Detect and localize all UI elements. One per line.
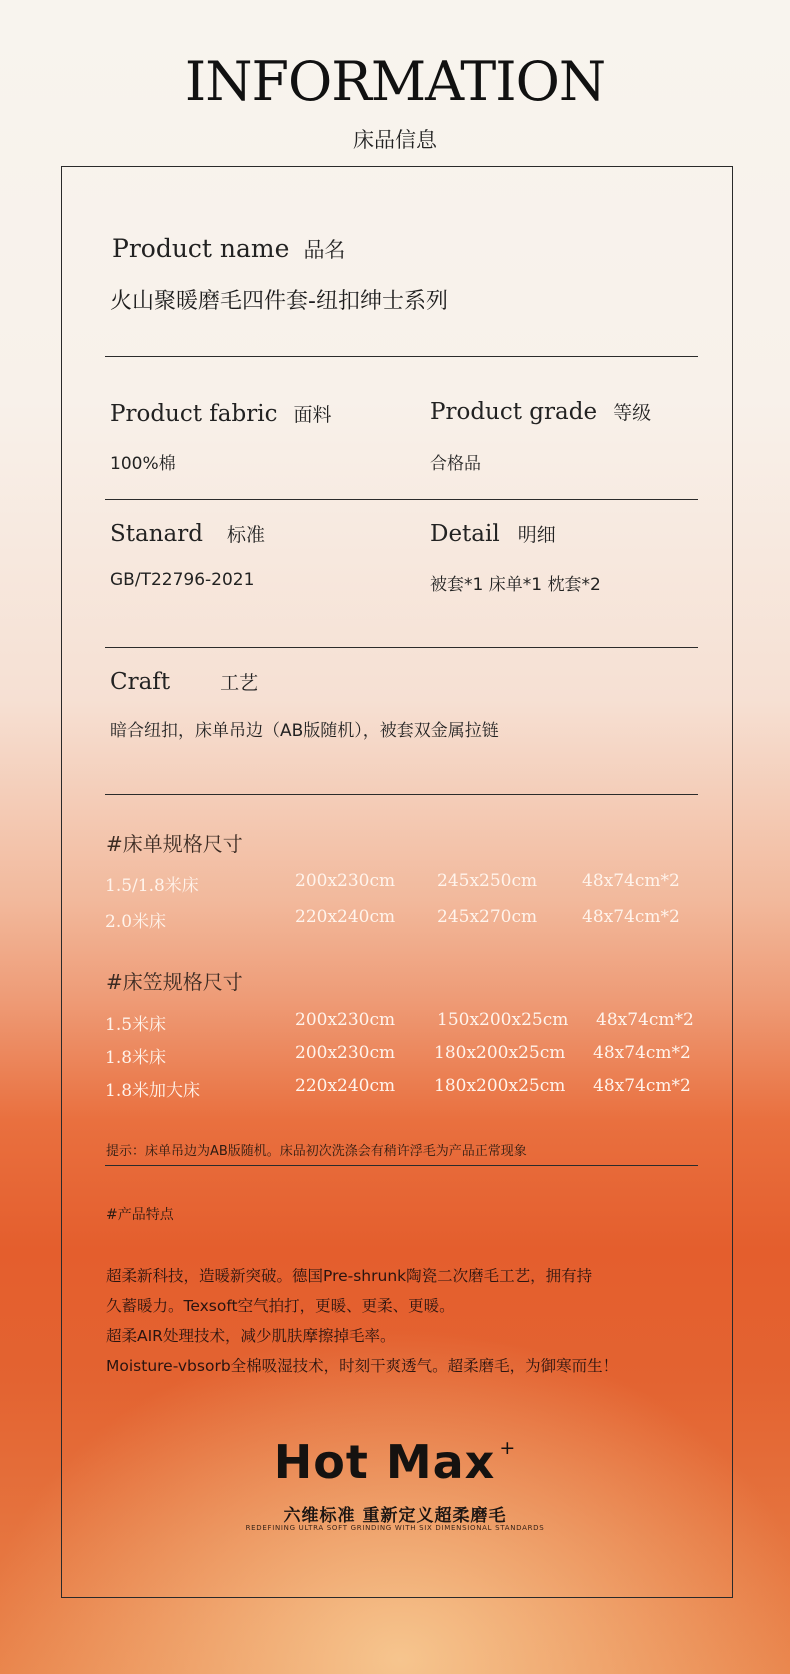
brand-slogan-en: REDEFINING ULTRA SOFT GRINDING WITH SIX DIMENSIONAL STANDARDS bbox=[245, 1524, 545, 1532]
sheet-spec-cell: 2.0米床 bbox=[105, 912, 167, 932]
fitted-spec-cell: 200x230cm bbox=[295, 1043, 396, 1063]
fitted-spec-cell: 220x240cm bbox=[295, 1076, 396, 1096]
craft-label-en: Craft bbox=[110, 669, 171, 695]
divider bbox=[105, 647, 698, 648]
divider bbox=[105, 356, 698, 357]
standard-label bbox=[110, 520, 265, 547]
sheet-spec-cell: 245x270cm bbox=[437, 907, 538, 927]
divider bbox=[105, 794, 698, 795]
product-name-label-zh: 品名 bbox=[303, 238, 346, 262]
brand-logo bbox=[0, 1435, 790, 1489]
fitted-spec-cell: 180x200x25cm bbox=[434, 1076, 566, 1096]
sheet-spec-cell: 48x74cm*2 bbox=[582, 907, 680, 927]
fitted-spec-cell: 48x74cm*2 bbox=[593, 1043, 691, 1063]
fabric-label-en: Product fabric bbox=[110, 401, 278, 427]
standard-label-en: Stanard bbox=[110, 521, 203, 547]
plus-icon: + bbox=[499, 1437, 517, 1459]
feature-line: Moisture-vbsorb全棉吸湿技术，时刻干爽透气。超柔磨毛，为御寒而生！ bbox=[106, 1357, 619, 1375]
detail-label-zh: 明细 bbox=[517, 524, 556, 546]
product-name-value: 火山聚暖磨毛四件套-纽扣绅士系列 bbox=[110, 289, 448, 314]
fitted-spec-cell: 48x74cm*2 bbox=[593, 1076, 691, 1096]
sheet-spec-cell: 1.5/1.8米床 bbox=[105, 876, 199, 896]
fitted-spec-cell: 1.8米床 bbox=[105, 1048, 167, 1068]
fabric-label-zh: 面料 bbox=[293, 404, 332, 426]
brand-slogan-zh: 六维标准 重新定义超柔磨毛 bbox=[283, 1506, 507, 1526]
brand-name: Hot Max bbox=[273, 1435, 496, 1489]
fitted-spec-cell: 1.8米加大床 bbox=[105, 1081, 201, 1101]
craft-value: 暗合纽扣，床单吊边（AB版随机），被套双金属拉链 bbox=[110, 721, 499, 741]
detail-value: 被套*1 床单*1 枕套*2 bbox=[430, 575, 601, 595]
sheet-spec-cell: 200x230cm bbox=[295, 871, 396, 891]
detail-label bbox=[430, 520, 556, 547]
fabric-value: 100%棉 bbox=[110, 454, 176, 474]
detail-label-en: Detail bbox=[430, 521, 500, 547]
sheet-spec-cell: 245x250cm bbox=[437, 871, 538, 891]
fitted-spec-cell: 200x230cm bbox=[295, 1010, 396, 1030]
features-title: #产品特点 bbox=[106, 1207, 174, 1223]
craft-label bbox=[110, 668, 258, 695]
product-name-label bbox=[112, 234, 345, 264]
sheet-specs-title: #床单规格尺寸 bbox=[106, 832, 243, 856]
page-subtitle: 床品信息 bbox=[353, 128, 437, 152]
feature-line: 超柔AIR处理技术，减少肌肤摩擦掉毛率。 bbox=[106, 1327, 396, 1345]
product-name-label-en: Product name bbox=[112, 234, 290, 263]
grade-label bbox=[430, 398, 651, 425]
standard-value: GB/T22796-2021 bbox=[110, 570, 255, 590]
fitted-specs-title: #床笠规格尺寸 bbox=[106, 970, 243, 994]
care-tip: 提示：床单吊边为AB版随机。床品初次洗涤会有稍许浮毛为产品正常现象 bbox=[106, 1144, 527, 1159]
page-title: INFORMATION bbox=[184, 50, 606, 113]
feature-line: 超柔新科技，造暖新突破。德国Pre-shrunk陶瓷二次磨毛工艺，拥有持 bbox=[106, 1267, 593, 1285]
grade-label-en: Product grade bbox=[430, 399, 598, 425]
fitted-spec-cell: 180x200x25cm bbox=[434, 1043, 566, 1063]
sheet-spec-cell: 48x74cm*2 bbox=[582, 871, 680, 891]
fitted-spec-cell: 48x74cm*2 bbox=[596, 1010, 694, 1030]
fitted-spec-cell: 1.5米床 bbox=[105, 1015, 167, 1035]
fitted-spec-cell: 150x200x25cm bbox=[437, 1010, 569, 1030]
feature-line: 久蓄暖力。Texsoft空气拍打，更暖、更柔、更暖。 bbox=[106, 1297, 455, 1315]
sheet-spec-cell: 220x240cm bbox=[295, 907, 396, 927]
grade-value: 合格品 bbox=[430, 454, 481, 474]
grade-label-zh: 等级 bbox=[613, 402, 652, 424]
standard-label-zh: 标准 bbox=[226, 524, 265, 546]
divider bbox=[105, 499, 698, 500]
craft-label-zh: 工艺 bbox=[220, 672, 259, 694]
fabric-label bbox=[110, 400, 331, 427]
divider bbox=[105, 1165, 698, 1166]
